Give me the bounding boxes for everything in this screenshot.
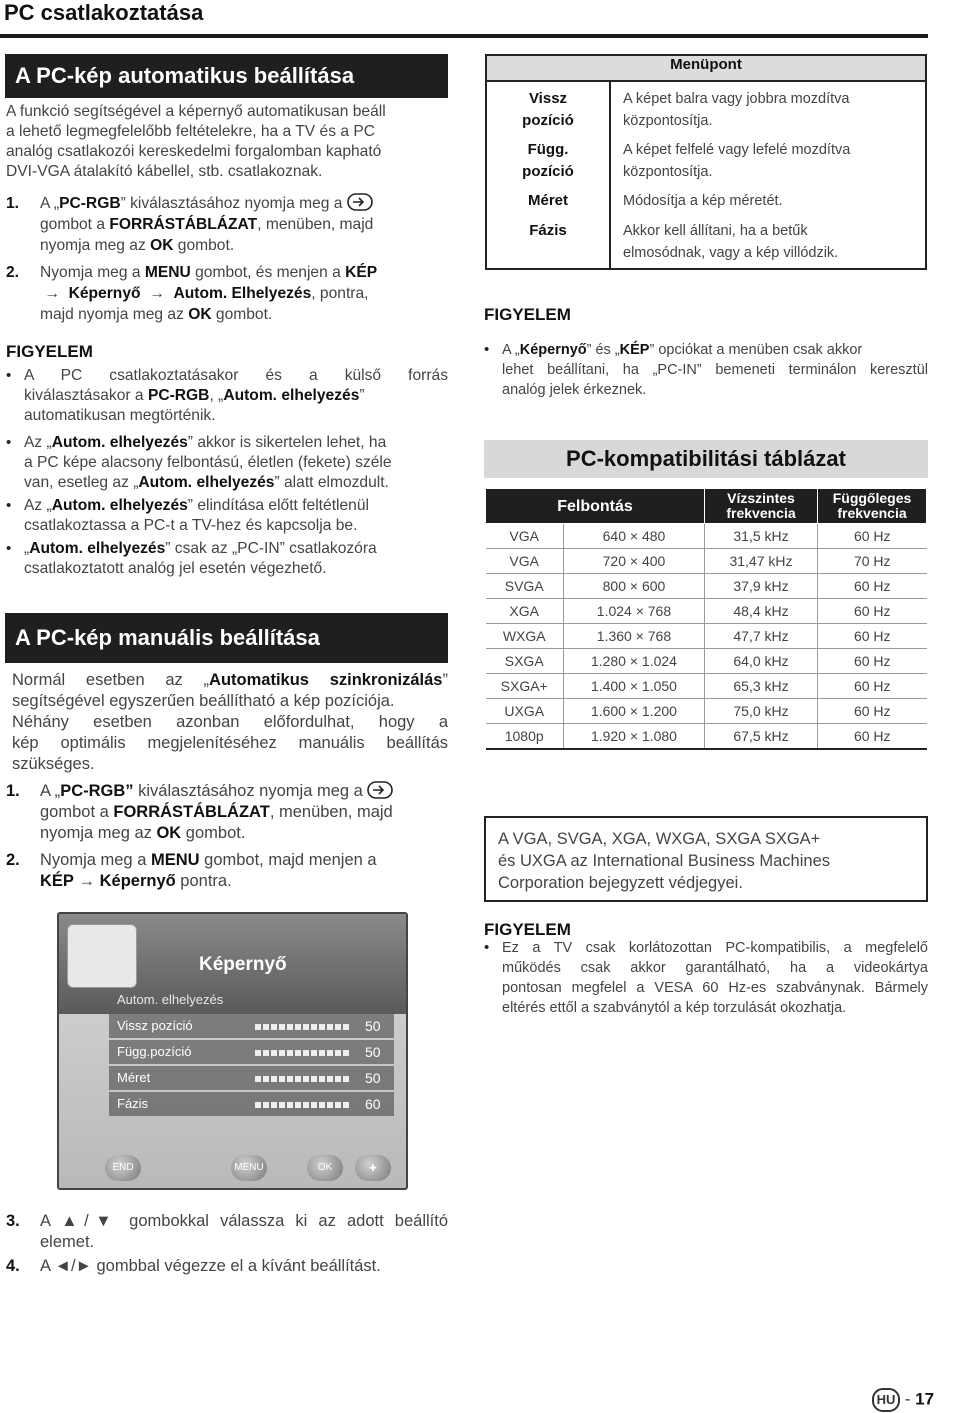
text: ” és „	[586, 342, 620, 358]
text: működés csak akkor garantálható, ha a videokártya	[502, 960, 928, 976]
pc-rgb-label: PC-RGB”	[60, 782, 134, 800]
row-value: 60	[365, 1096, 381, 1112]
text: A PC csatlakoztatásakor és a külső forrás	[24, 367, 448, 384]
kepernyo-label: Képernyő	[519, 342, 587, 358]
menu-desc-cell	[610, 132, 926, 183]
text: , menüben, majd	[257, 216, 374, 233]
table-cell: 1.400 × 1.050	[563, 674, 704, 699]
table-row	[486, 524, 927, 549]
arrow-right-icon: →	[140, 285, 174, 302]
text: a PC képe alacsony felbontású, életlen (fekete) széle	[24, 454, 392, 471]
table-cell: 75,0 kHz	[705, 699, 818, 724]
note3-bullet	[484, 938, 928, 1020]
text: , pontra,	[311, 285, 369, 302]
menu-thumbnail-icon	[67, 924, 137, 988]
note-heading: FIGYELEM	[6, 342, 93, 361]
table-cell: 70 Hz	[818, 549, 927, 574]
manual-step-3	[6, 1211, 448, 1255]
auto-position-label: Autom. elhelyezés	[51, 434, 188, 451]
language-badge: HU	[872, 1388, 900, 1412]
navigation-pad-icon[interactable]: ✚	[355, 1155, 391, 1181]
auto-position-label: Autom. elhelyezés	[223, 387, 360, 404]
bullet-dot: •	[484, 939, 490, 956]
col-resolution: Felbontás	[486, 489, 705, 524]
title-rule	[0, 34, 928, 38]
text: nyomja meg az	[40, 824, 157, 842]
text: Vissz	[528, 90, 568, 107]
text: Akkor kell állítani, ha a betűk	[623, 223, 808, 239]
text: gombot, majd menjen a	[199, 851, 377, 869]
table-cell: 1080p	[486, 724, 564, 750]
pc-rgb-label: PC-RGB	[59, 195, 121, 212]
menu-item-cell	[486, 81, 610, 132]
table-row	[486, 624, 927, 649]
table-row	[486, 699, 927, 724]
note-bullet-3	[6, 496, 448, 538]
auto-position-label: Autom. elhelyezés	[51, 497, 188, 514]
slider-bar	[255, 1102, 351, 1108]
table-cell: 60 Hz	[818, 724, 927, 750]
table-cell: 60 Hz	[818, 599, 927, 624]
text: kép optimális megjelenítéséhez manuális beállítás	[12, 734, 448, 752]
bullet-dot: •	[6, 540, 12, 557]
table-cell: 60 Hz	[818, 649, 927, 674]
bullet-dot: •	[6, 497, 12, 514]
pc-rgb-label: PC-RGB	[147, 387, 210, 404]
kep-label: KÉP	[619, 342, 650, 358]
arrow-right-icon: →	[40, 285, 69, 302]
step-number: 1.	[6, 195, 20, 212]
text: pozíció	[522, 112, 574, 129]
text: Néhány esetben azonban előfordulhat, hogy a	[12, 713, 448, 731]
menu-item-cell	[486, 132, 610, 183]
note-heading: FIGYELEM	[484, 920, 571, 939]
text: gombot a	[40, 216, 110, 233]
table-cell: 800 × 600	[563, 574, 704, 599]
row-value: 50	[365, 1070, 381, 1086]
table-cell: 31,47 kHz	[705, 549, 818, 574]
kep-label: KÉP	[40, 872, 74, 890]
note-bullet-1	[6, 366, 448, 428]
table-cell: 60 Hz	[818, 699, 927, 724]
text: Függőleges	[832, 490, 912, 506]
auto-position-label: Autom. Elhelyezés	[173, 285, 312, 302]
text: frekvencia	[837, 505, 907, 521]
text: Vízszintes	[727, 490, 795, 506]
text: szükséges.	[12, 755, 95, 773]
intro-line: DVI-VGA átalakító kábellel, stb. csatlakoznak.	[6, 163, 323, 180]
text: A képet balra vagy jobbra mozdítva	[623, 91, 850, 107]
text: Méret	[527, 192, 568, 209]
menu-desc-cell	[610, 81, 926, 132]
text: ” csak az „PC-IN” csatlakozóra	[165, 540, 377, 557]
manual-step-2	[6, 850, 448, 894]
footer-dash: -	[904, 1389, 916, 1409]
table-cell: VGA	[486, 549, 564, 574]
bullet-dot: •	[484, 341, 490, 358]
table-cell: 640 × 480	[563, 524, 704, 549]
table-cell: SVGA	[486, 574, 564, 599]
text: kiválasztásához nyomja meg a	[133, 782, 363, 800]
manual-step-4	[6, 1256, 448, 1278]
bullet-dot: •	[6, 367, 12, 384]
text: gombot a	[40, 803, 114, 821]
kepernyo-label: Képernyő	[68, 285, 141, 302]
menu-button-bar	[59, 1150, 406, 1188]
table-row	[486, 649, 927, 674]
table-cell: UXGA	[486, 699, 564, 724]
ok-label: OK	[150, 237, 174, 254]
table-cell: 1.600 × 1.200	[563, 699, 704, 724]
menu-row[interactable]	[109, 1014, 394, 1038]
col-v-freq	[818, 489, 927, 524]
row-label: Méret	[117, 1070, 151, 1085]
tv-menu-screenshot	[57, 912, 408, 1190]
text: van, esetleg az „	[24, 474, 139, 491]
table-cell: 65,3 kHz	[705, 674, 818, 699]
intro-line: analóg csatlakozói kereskedelmi forgalomban kapható	[6, 143, 382, 160]
text: majd nyomja meg az	[40, 306, 189, 323]
note-bullet-2	[6, 433, 448, 495]
table-cell: 47,7 kHz	[705, 624, 818, 649]
menu-desc-cell	[610, 183, 926, 212]
compat-body	[486, 524, 927, 750]
table-cell: VGA	[486, 524, 564, 549]
menu-label: MENU	[150, 851, 200, 869]
step-number: 3.	[6, 1212, 20, 1230]
text: eltérés ettől a szabványtól a kép torzulását okozhatja.	[502, 1000, 847, 1016]
table-cell: 1.920 × 1.080	[563, 724, 704, 750]
text: elemet.	[40, 1233, 95, 1251]
ok-label: OK	[188, 306, 212, 323]
table-cell: WXGA	[486, 624, 564, 649]
text: ” opciókat a menüben csak akkor	[649, 342, 863, 358]
menu-label: MENU	[144, 264, 191, 281]
table-cell: 64,0 kHz	[705, 649, 818, 674]
table-row	[486, 549, 927, 574]
menu-item-cell	[486, 212, 610, 269]
slider-bar	[255, 1050, 351, 1056]
text: automatikusan megtörténik.	[24, 407, 216, 424]
menu-table-header: Menüpont	[486, 55, 926, 81]
trademark-box	[484, 816, 928, 902]
menu-item-cell	[486, 183, 610, 212]
auto-intro	[6, 102, 448, 182]
input-source-icon	[367, 781, 393, 799]
kepernyo-label: Képernyő	[99, 872, 176, 890]
end-button[interactable]: END	[105, 1155, 141, 1181]
text: elmosódnak, vagy a kép villódzik.	[623, 245, 839, 261]
text: Nyomja meg a	[40, 264, 145, 281]
text: pontosan megfelel a VESA 60 Hz-es szabványnak. Bármely	[502, 980, 928, 996]
step-number: 4.	[6, 1257, 20, 1275]
kep-label: KÉP	[345, 264, 378, 281]
text: ”	[442, 671, 448, 689]
bullet-dot: •	[6, 434, 12, 451]
note2-bullet	[484, 340, 928, 402]
auto-sync-label: Automatikus szinkronizálás	[209, 671, 443, 689]
text: Az „	[24, 434, 52, 451]
compat-heading: PC-kompatibilitási táblázat	[484, 440, 928, 478]
auto-step-1	[6, 193, 448, 259]
text: A ▲/▼ gombokkal válassza ki az adott beállító	[40, 1212, 448, 1230]
menu-row[interactable]	[109, 1040, 394, 1064]
row-label: Fázis	[117, 1096, 149, 1111]
note-heading: FIGYELEM	[484, 305, 571, 324]
table-cell: XGA	[486, 599, 564, 624]
text: gombot.	[211, 306, 273, 323]
menu-button[interactable]: MENU	[231, 1155, 267, 1181]
menu-row[interactable]	[109, 1066, 394, 1090]
auto-step-2	[6, 262, 448, 328]
menu-item-table	[485, 54, 927, 270]
text: frekvencia	[726, 505, 796, 521]
text: ” elindítása előtt feltétlenül	[187, 497, 369, 514]
table-cell: 60 Hz	[818, 524, 927, 549]
input-source-icon	[347, 193, 373, 211]
source-list-label: FORRÁSTÁBLÁZAT	[113, 803, 270, 821]
text: ” akkor is sikertelen lehet, ha	[187, 434, 387, 451]
table-cell: 1.024 × 768	[563, 599, 704, 624]
text: , menüben, majd	[269, 803, 393, 821]
text: gombot.	[181, 824, 246, 842]
text: ” alatt elmozdult.	[274, 474, 389, 491]
text: ” kiválasztásához nyomja meg a	[120, 195, 343, 212]
text: Módosítja a kép méretét.	[623, 193, 783, 209]
table-cell: SXGA	[486, 649, 564, 674]
page-number: 17	[915, 1389, 935, 1409]
text: , „	[209, 387, 224, 404]
row-label: Vissz pozíció	[117, 1018, 193, 1033]
table-cell: 67,5 kHz	[705, 724, 818, 750]
text: A VGA, SVGA, XGA, WXGA, SXGA SXGA+	[498, 830, 821, 848]
page-title: PC csatlakoztatása	[4, 0, 204, 25]
text: segítségével egyszerűen beállítható a kép pozíciója.	[12, 692, 395, 710]
text: Függ.	[527, 141, 569, 158]
text: analóg jelek érkeznek.	[502, 382, 647, 398]
ok-button[interactable]: OK	[307, 1155, 343, 1181]
col-h-freq	[705, 489, 818, 524]
text: Normál esetben az „	[12, 671, 210, 689]
table-row	[486, 599, 927, 624]
slider-bar	[255, 1076, 351, 1082]
slider-bar	[255, 1024, 351, 1030]
menu-title: Képernyő	[199, 954, 287, 975]
text: csatlakoztatott analóg jel esetén végezhető.	[24, 560, 327, 577]
table-row	[486, 574, 927, 599]
text: ”	[359, 387, 365, 404]
text: és UXGA az International Business Machines	[498, 852, 831, 870]
table-cell: 1.280 × 1.024	[563, 649, 704, 674]
page-footer	[872, 1388, 934, 1412]
note-bullet-4	[6, 539, 448, 581]
auto-heading: A PC-kép automatikus beállítása	[5, 54, 448, 98]
text: A „	[40, 782, 61, 800]
text: pozíció	[522, 163, 574, 180]
table-cell: 60 Hz	[818, 574, 927, 599]
compat-table	[485, 488, 927, 750]
text: A „	[502, 342, 520, 358]
row-value: 50	[365, 1018, 381, 1034]
row-value: 50	[365, 1044, 381, 1060]
row-label: Függ.pozíció	[117, 1044, 192, 1059]
text: A ◄/► gombbal végezze el a kívánt beállítást.	[40, 1257, 381, 1275]
text: központosítja.	[623, 113, 713, 129]
step-number: 2.	[6, 264, 20, 281]
text: gombot, és menjen a	[190, 264, 346, 281]
manual-heading: A PC-kép manuális beállítása	[5, 613, 448, 663]
text: Ez a TV csak korlátozottan PC-kompatibilis, a megfelelő	[502, 940, 928, 956]
table-cell: 60 Hz	[818, 674, 927, 699]
text: nyomja meg az	[40, 237, 151, 254]
table-cell: 60 Hz	[818, 624, 927, 649]
table-row	[486, 724, 927, 750]
manual-step-1	[6, 781, 448, 845]
text: csatlakoztassa a PC-t a TV-hez és kapcsolja be.	[24, 517, 358, 534]
manual-intro	[12, 670, 448, 775]
table-cell: 720 × 400	[563, 549, 704, 574]
text: kiválasztásakor a	[24, 387, 148, 404]
menu-row[interactable]	[109, 1092, 394, 1116]
text: lehet beállítani, ha „PC-IN” bemeneti terminálon keresztül	[502, 362, 928, 378]
intro-line: a lehető legmegfelelőbb feltételekre, ha a TV és a PC	[6, 123, 375, 140]
text: pontra.	[175, 872, 232, 890]
table-cell: 1.360 × 768	[563, 624, 704, 649]
text: A képet felfelé vagy lefelé mozdítva	[623, 142, 851, 158]
text: központosítja.	[623, 164, 713, 180]
arrow-right-icon: →	[73, 872, 100, 890]
intro-line: A funkció segítségével a képernyő automatikusan beáll	[6, 103, 386, 120]
step-number: 2.	[6, 851, 20, 869]
step-number: 1.	[6, 782, 20, 800]
table-cell: 48,4 kHz	[705, 599, 818, 624]
menu-subtitle: Autom. elhelyezés	[117, 992, 224, 1007]
table-cell: 37,9 kHz	[705, 574, 818, 599]
text: Fázis	[529, 222, 567, 239]
auto-position-label: Autom. elhelyezés	[29, 540, 166, 557]
text: gombot.	[173, 237, 235, 254]
text: A „	[40, 195, 60, 212]
table-cell: 31,5 kHz	[705, 524, 818, 549]
text: Az „	[24, 497, 52, 514]
text: „	[24, 540, 30, 557]
ok-label: OK	[156, 824, 182, 842]
text: Corporation bejegyzett védjegyei.	[498, 874, 743, 892]
source-list-label: FORRÁSTÁBLÁZAT	[109, 216, 258, 233]
menu-desc-cell	[610, 212, 926, 269]
table-row	[486, 674, 927, 699]
table-cell: SXGA+	[486, 674, 564, 699]
text: Nyomja meg a	[40, 851, 151, 869]
auto-position-label: Autom. elhelyezés	[138, 474, 275, 491]
